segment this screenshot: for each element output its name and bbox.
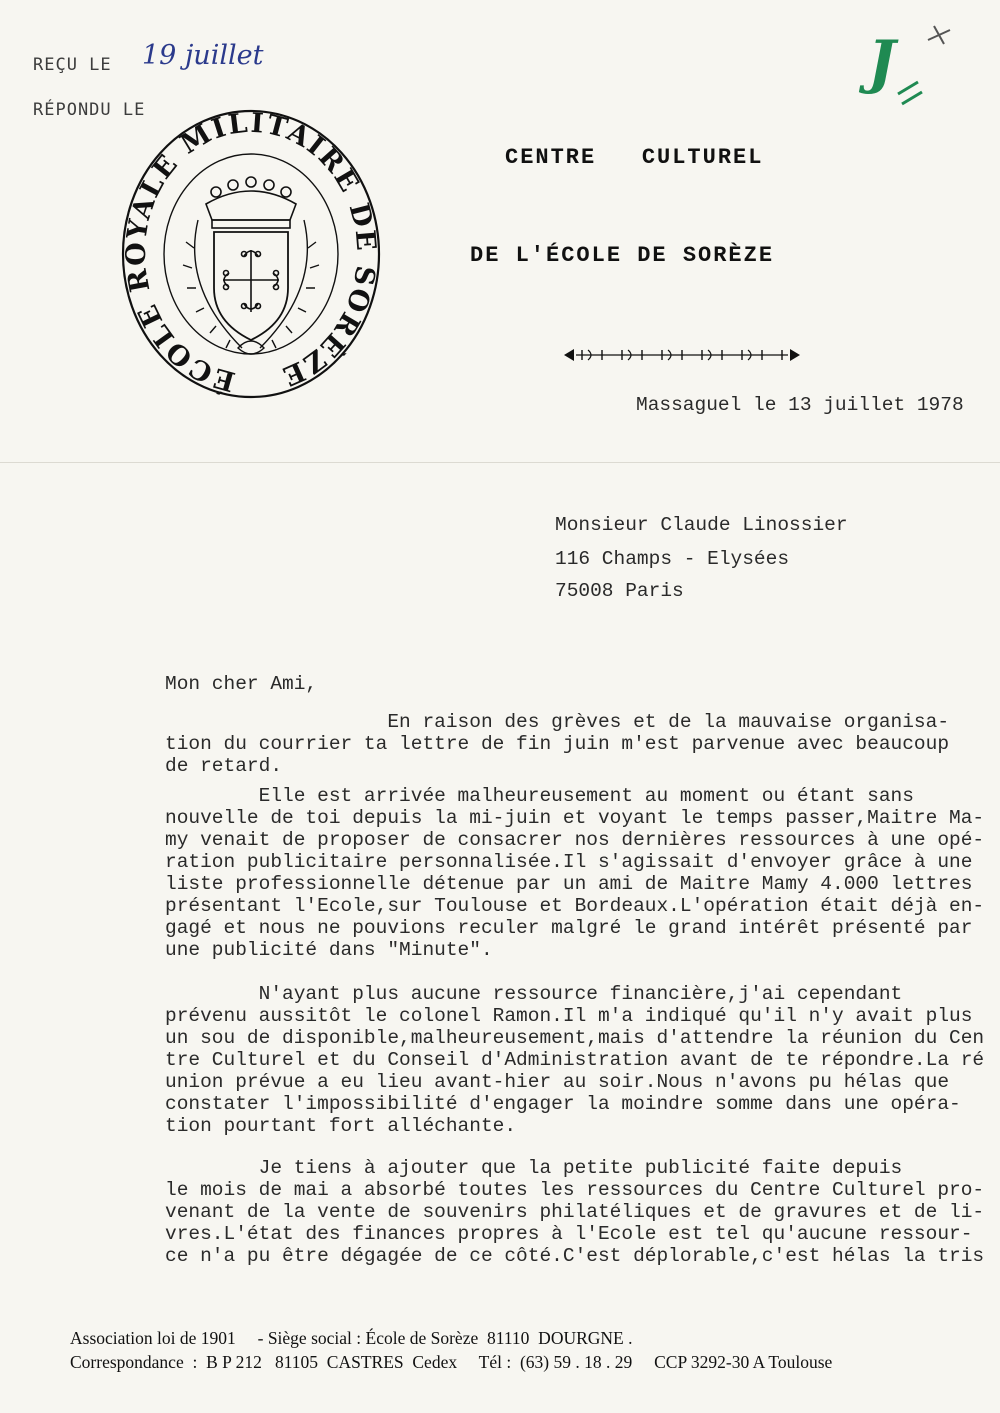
recipient-line: 75008 Paris [555, 580, 684, 602]
body-line: prévenu aussitôt le colonel Ramon.Il m'a indiqué qu'il n'y avait plus [165, 1005, 973, 1027]
body-line: ce n'a pu être dégagée de ce côté.C'est déplorable,c'est hélas la tris [165, 1245, 985, 1267]
green-check-mark: J [868, 28, 896, 96]
recipient-line: 116 Champs - Elysées [555, 548, 790, 570]
answered-stamp: RÉPONDU LE [33, 100, 146, 120]
date-line: Massaguel le 13 juillet 1978 [636, 394, 964, 416]
body-line: liste professionnelle détenue par un ami de Maitre Mamy 4.000 lettres [165, 873, 973, 895]
letterhead-line-2: DE L'ÉCOLE DE SORÈZE [470, 243, 775, 268]
body-line: constater l'impossibilité d'engager la moindre somme dans une opéra- [165, 1093, 961, 1115]
seal-ring-text: ÉCOLE ROYALE MILITAIRE DE SORÈZE [121, 108, 382, 397]
body-line: tion pourtant fort alléchante. [165, 1115, 517, 1137]
pen-marks-icon [890, 22, 960, 112]
body-line: venant de la vente de souvenirs philatéliques et de gravures et de li- [165, 1201, 985, 1223]
body-line: vres.L'état des finances propres à l'Ecole est tel qu'aucune ressour- [165, 1223, 973, 1245]
recipient-line: Monsieur Claude Linossier [555, 514, 848, 536]
received-stamp: REÇU LE [33, 55, 112, 75]
footer-correspondence-line: Correspondance : B P 212 81105 CASTRES Cedex Tél : (63) 59 . 18 . 29 CCP 3292-30 A Toulouse [70, 1352, 833, 1372]
body-line: my venait de proposer de consacrer nos dernières ressources à une opé- [165, 829, 985, 851]
body-line: un sou de disponible,malheureusement,mais d'attendre la réunion du Cen [165, 1027, 985, 1049]
paper-fold-line [0, 462, 1000, 463]
body-line: tre Culturel et du Conseil d'Administration avant de te répondre.La ré [165, 1049, 985, 1071]
body-line: Elle est arrivée malheureusement au moment ou étant sans [165, 785, 914, 807]
body-line: nouvelle de toi depuis la mi-juin et voyant le temps passer,Maitre Ma- [165, 807, 985, 829]
body-line: gagé et nous ne pouvions reculer malgré le grand intérêt présenté par [165, 917, 973, 939]
salutation: Mon cher Ami, [165, 673, 318, 695]
body-line: En raison des grèves et de la mauvaise organisa- [165, 711, 950, 733]
body-line: le mois de mai a absorbé toutes les ressources du Centre Culturel pro- [165, 1179, 985, 1201]
decorative-rule-icon [562, 345, 802, 365]
footer-association-line: Association loi de 1901 - Siège social : École de Sorèze 81110 DOURGNE . [70, 1328, 633, 1348]
body-line: une publicité dans "Minute". [165, 939, 493, 961]
body-line: tion du courrier ta lettre de fin juin m'est parvenue avec beaucoup [165, 733, 950, 755]
body-line: ration publicitaire personnalisée.Il s'agissait d'envoyer grâce à une [165, 851, 973, 873]
occitan-cross-icon [223, 250, 279, 312]
body-line: Je tiens à ajouter que la petite publicité faite depuis [165, 1157, 903, 1179]
crown-icon [206, 177, 296, 228]
body-line: de retard. [165, 755, 283, 777]
body-line: N'ayant plus aucune ressource financière,j'ai cependant [165, 983, 903, 1005]
ecole-soreze-seal [120, 108, 382, 408]
body-line: présentant l'Ecole,sur Toulouse et Bordeaux.L'opération était déjà en- [165, 895, 985, 917]
letterhead-line-1: CENTRE CULTUREL [505, 145, 764, 170]
body-line: union prévue a eu lieu avant-hier au soir.Nous n'avons pu hélas que [165, 1071, 950, 1093]
handwritten-received-date: 19 juillet [142, 40, 264, 71]
